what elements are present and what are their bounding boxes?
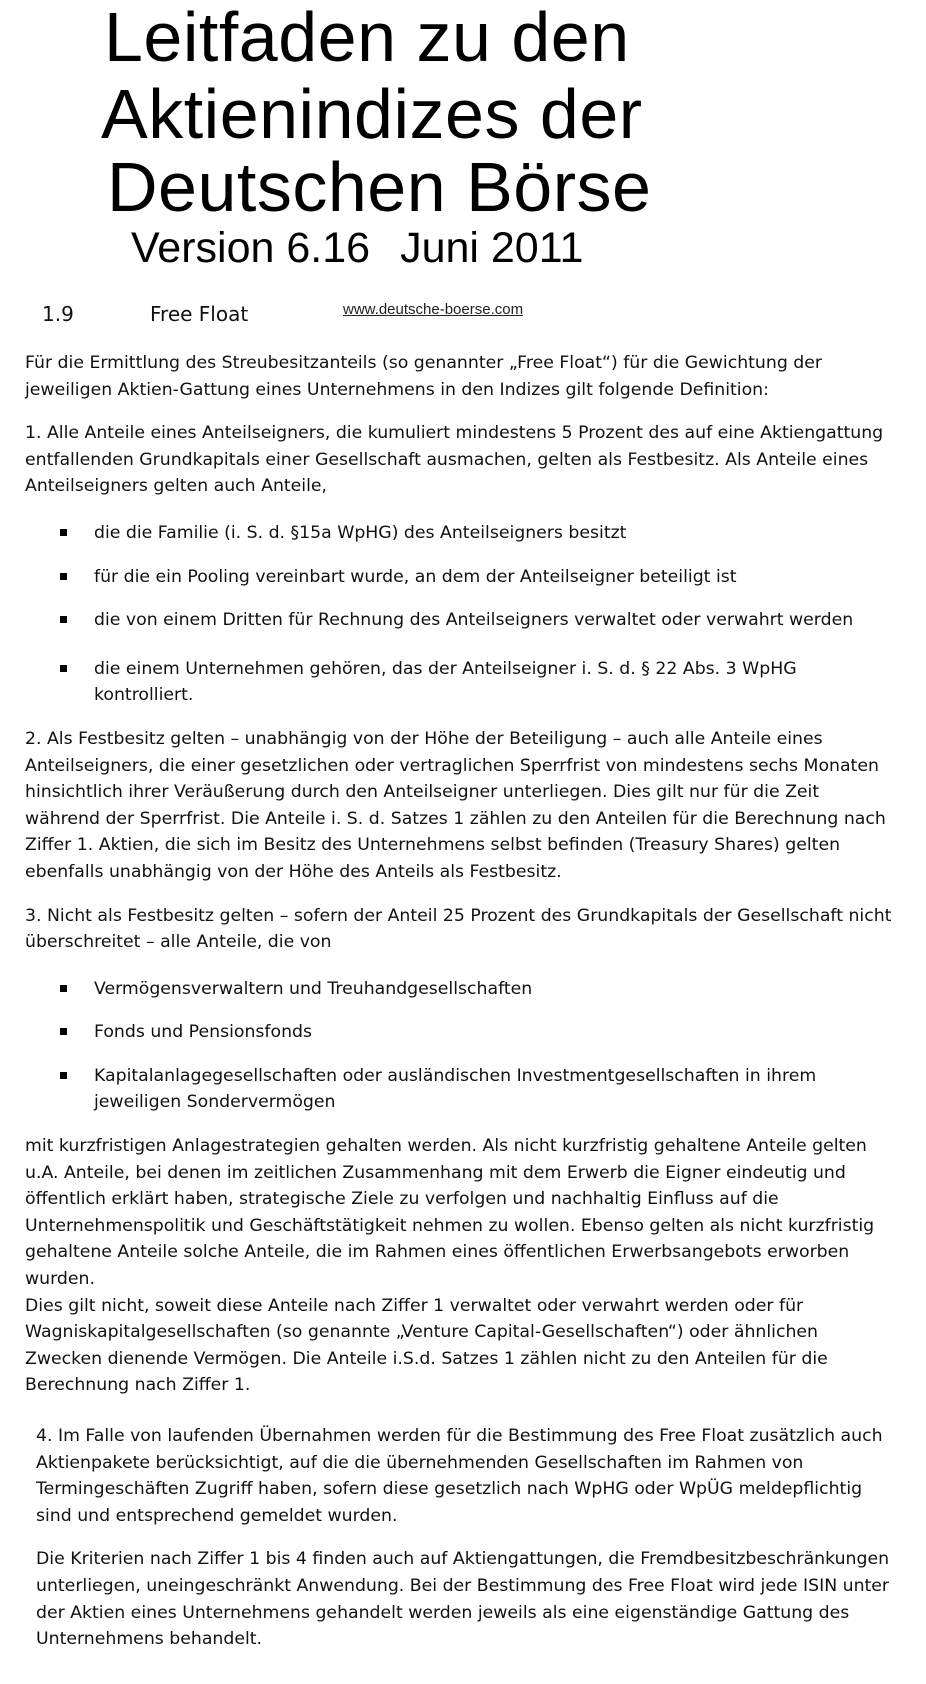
website-link[interactable]: www.deutsche-boerse.com (343, 301, 524, 318)
bullet-square-icon (60, 529, 67, 536)
title-line-3: Deutschen Börse (107, 148, 652, 226)
paragraph-3-exception: Dies gilt nicht, soweit diese Anteile nach Ziffer 1 verwaltet oder verwahrt werden oder für Wagniskapitalgesellschaften (so genannte „Venture Capital-Gesellschaften“) oder ähnlichen Zwecken dienende Vermögen. Die Anteile i.S.d. Satzes 1 zählen nicht zu den Anteilen für die Berechnung nach Ziffer 1. (25, 1295, 828, 1396)
section-heading (42, 302, 248, 326)
version-date: Juni 2011 (400, 224, 584, 272)
bullet-square-icon (60, 1072, 67, 1079)
list-item: Vermögensverwaltern und Treuhandgesellschaften (25, 976, 895, 1003)
section-title: Free Float (150, 302, 249, 326)
bullet-square-icon (60, 985, 67, 992)
list-item: die die Familie (i. S. d. §15a WpHG) des Anteilseigners besitzt (25, 520, 895, 547)
list-item: Kapitalanlagegesellschaften oder ausländischen Investmentgesellschaften in ihrem jeweiligen Sondervermögen (25, 1063, 895, 1116)
title-line-2: Aktienindizes der (101, 75, 643, 153)
list-item: Fonds und Pensionsfonds (25, 1019, 895, 1046)
list-item: die von einem Dritten für Rechnung des Anteilseigners verwaltet oder verwahrt werden (25, 607, 895, 634)
bullet-square-icon (60, 1028, 67, 1035)
title-line-1: Leitfaden zu den (104, 0, 630, 76)
section-number: 1.9 (42, 302, 74, 326)
bullet-square-icon (60, 616, 67, 623)
paragraph-1: 1. Alle Anteile eines Anteilseigners, die kumuliert mindestens 5 Prozent des auf eine Aktiengattung entfallenden Grundkapitals einer Gesellschaft ausmachen, gelten als Festbesitz. Als Anteile eines Anteilseigners gelten auch Anteile, (25, 423, 884, 497)
paragraph-2: 2. Als Festbesitz gelten – unabhängig von der Höhe der Beteiligung – auch alle Anteile eines Anteilseigners, die einer gesetzlichen oder vertraglichen Sperrfrist von mindestens sechs Monaten hinsichtlich ihrer Veräußerung durch den Anteilseigner unterliegen. Dies gilt nur für die Zeit während der Sperrfrist. Die Anteile i. S. d. Satzes 1 zählen zu den Anteilen für die Berechnung nach Ziffer 1. Aktien, die sich im Besitz des Unternehmens selbst befinden (Treasury Shares) gelten ebenfalls unabhängig von der Höhe des Anteils als Festbesitz. (25, 728, 886, 882)
bullet-list-1 (25, 520, 895, 709)
bullet-square-icon (60, 573, 67, 580)
paragraph-3: 3. Nicht als Festbesitz gelten – sofern der Anteil 25 Prozent des Grundkapitals der Gesellschaft nicht überschreitet – alle Anteile, die von (25, 905, 892, 953)
list-item: für die ein Pooling vereinbart wurde, an dem der Anteilseigner beteiligt ist (25, 564, 895, 591)
bullet-list-3 (25, 976, 895, 1116)
version-label: Version 6.16 (131, 224, 371, 272)
list-item: die einem Unternehmen gehören, das der Anteilseigner i. S. d. § 22 Abs. 3 WpHG kontrolliert. (25, 656, 844, 709)
document-body (25, 350, 895, 1653)
paragraph-4: 4. Im Falle von laufenden Übernahmen werden für die Bestimmung des Free Float zusätzlich auch Aktienpakete berücksichtigt, auf die die übernehmenden Gesellschaften im Rahmen von Termingeschäften Zugriff haben, sofern diese gesetzlich nach WpHG oder WpÜG meldepflichtig sind und entsprechend gemeldet wurden. (36, 1426, 883, 1526)
intro-paragraph: Für die Ermittlung des Streubesitzanteils (so genannter „Free Float“) für die Gewichtung der jeweiligen Aktien-Gattung eines Unternehmens in den Indizes gilt folgende Definition: (25, 353, 823, 400)
version-line (131, 224, 583, 272)
paragraph-5: Die Kriterien nach Ziffer 1 bis 4 finden auch auf Aktiengattungen, die Fremdbesitzbeschränkungen unterliegen, uneingeschränkt Anwendung. Bei der Bestimmung des Free Float wird jede ISIN unter der Aktien eines Unternehmens gehandelt werden jeweils als eine eigenständige Gattung des Unternehmens behandelt. (36, 1549, 890, 1650)
paragraph-3-continued: mit kurzfristigen Anlagestrategien gehalten werden. Als nicht kurzfristig gehaltene Anteile gelten u.A. Anteile, bei denen im zeitlichen Zusammenhang mit dem Erwerb die Eigner eindeutig und öffentlich erklärt haben, strategische Ziele zu verfolgen und nachhaltig Einfluss auf die Unternehmenspolitik und Geschäftstätigkeit nehmen zu wollen. Ebenso gelten als nicht kurzfristig gehaltene Anteile solche Anteile, die im Rahmen eines öffentlichen Erwerbsangebots erworben wurden. (25, 1136, 875, 1290)
bullet-square-icon (60, 665, 67, 672)
